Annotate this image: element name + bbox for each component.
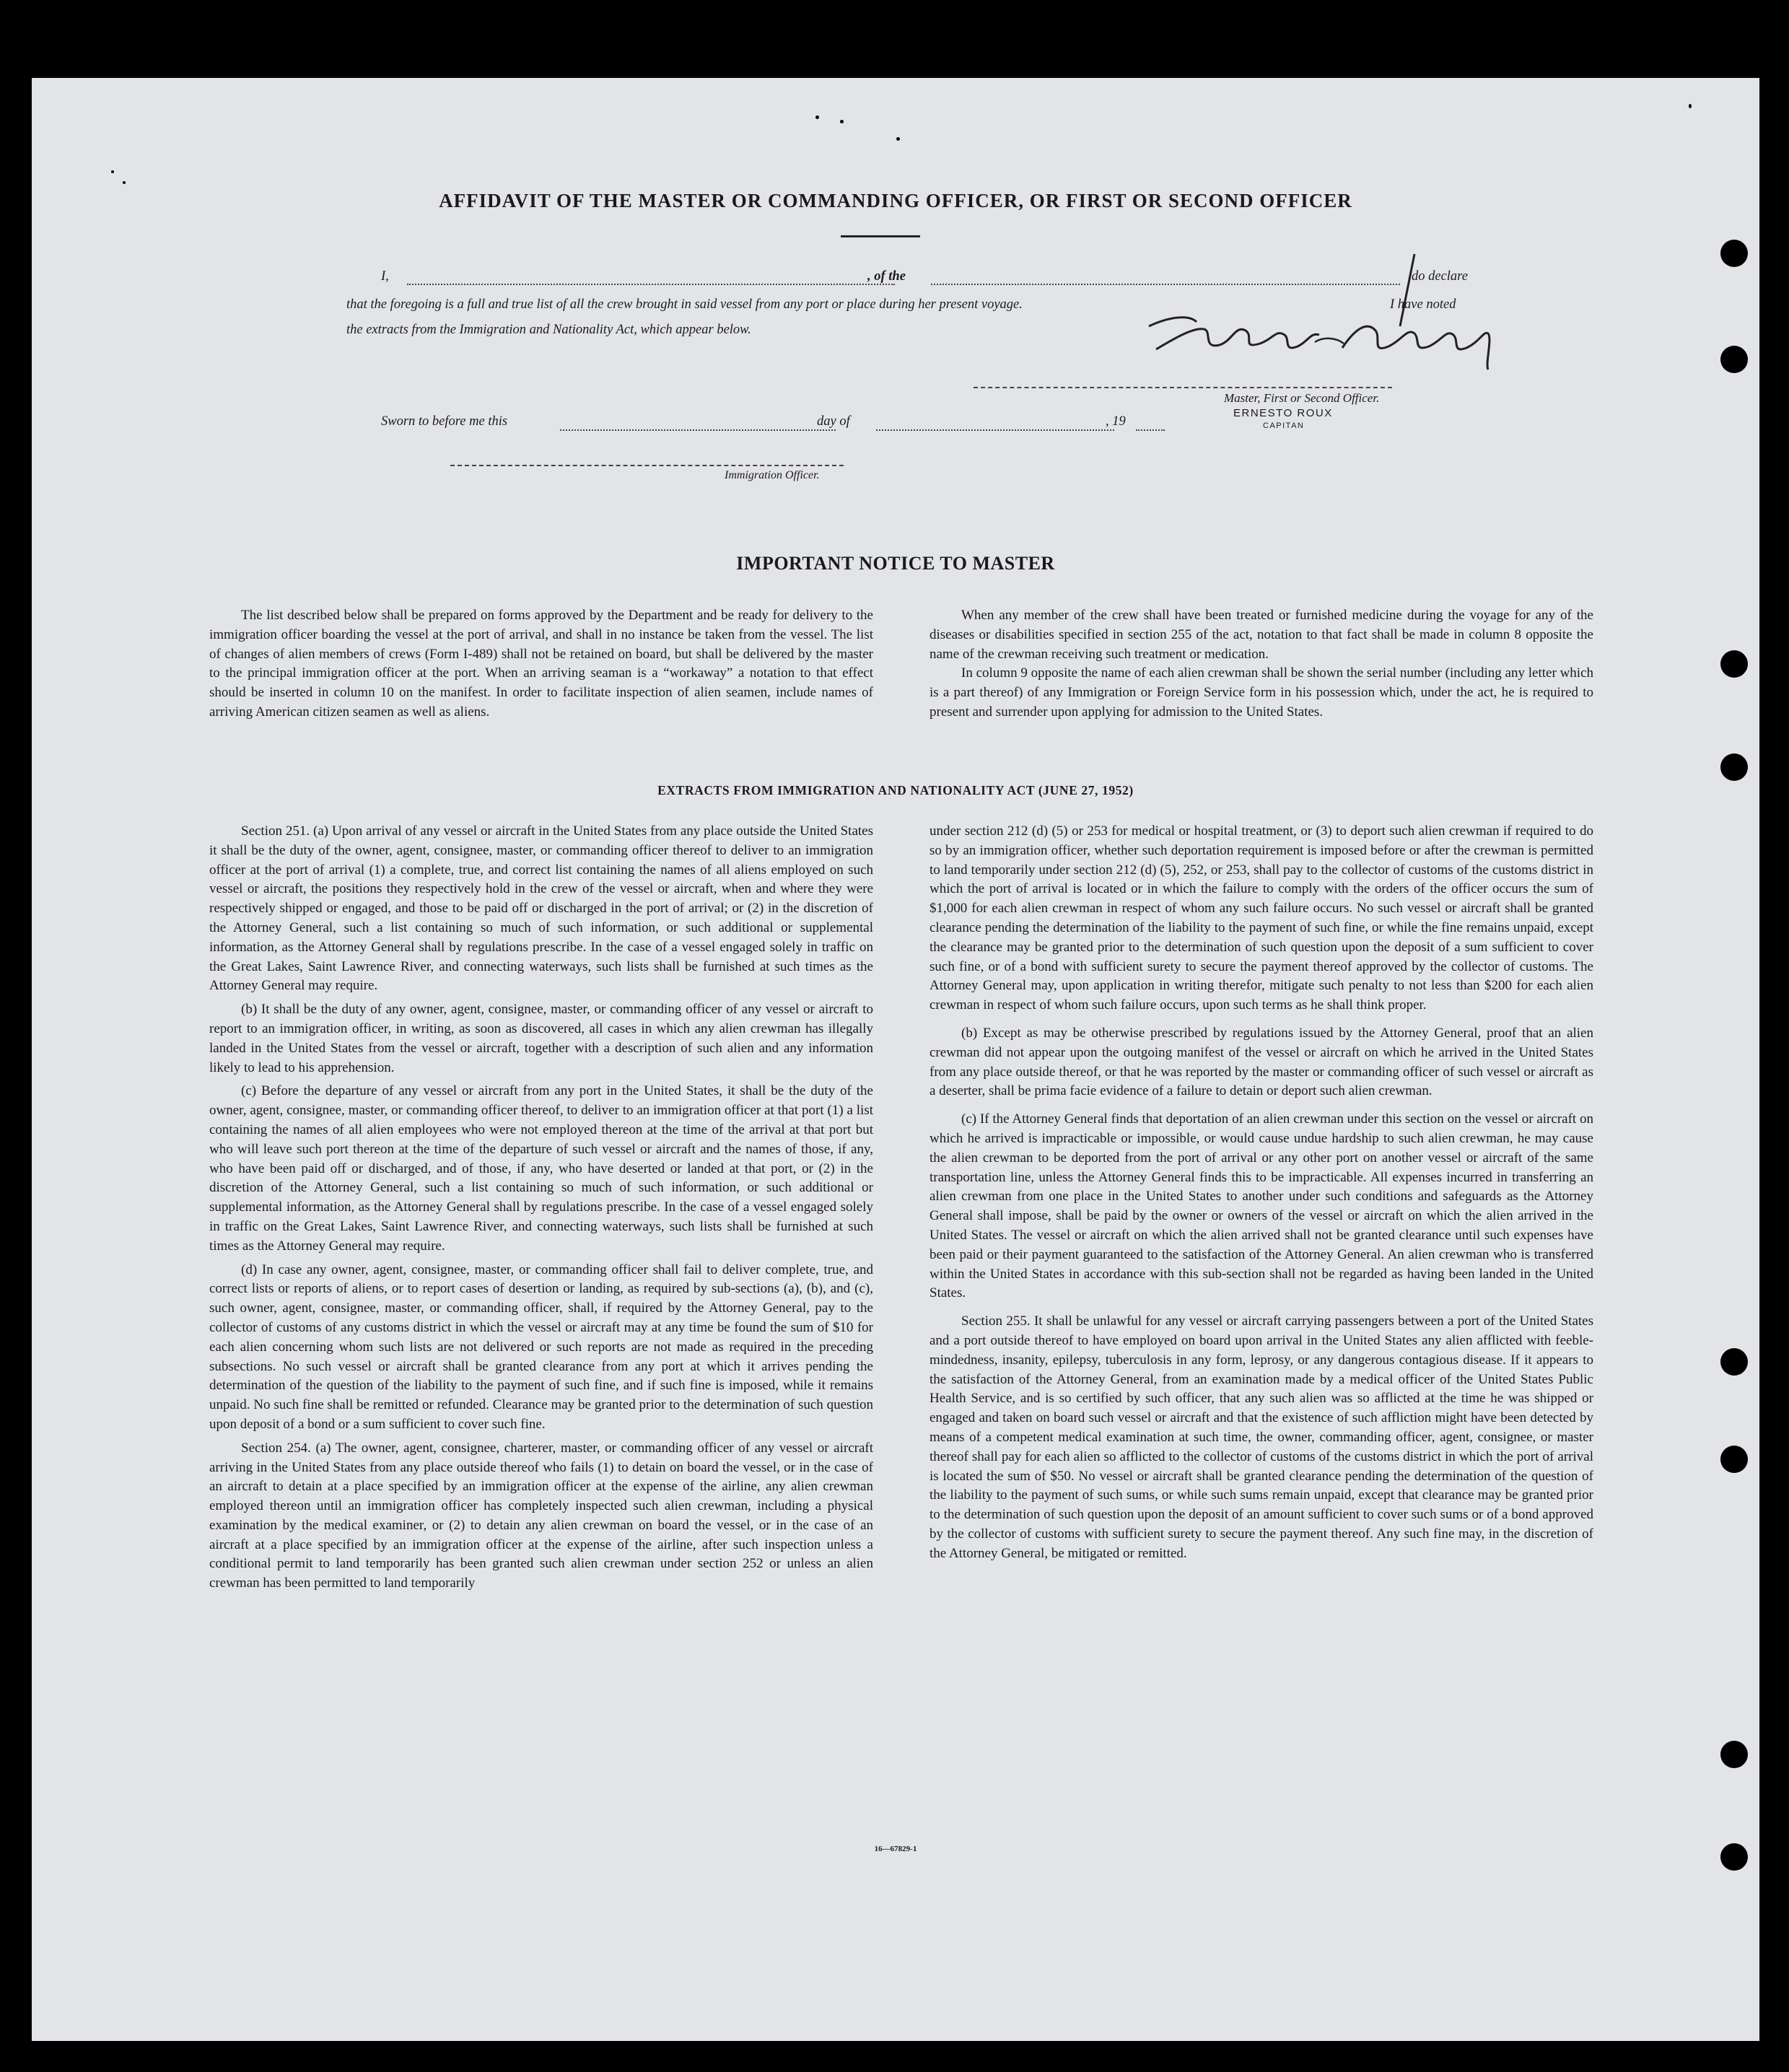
extract-paragraph: (d) In case any owner, agent, consignee, master, or commanding officer shall fail to deliver complete, true, and correct lists or reports of aliens, or to report cases of desertion or landing, as required by sub-sections (a), (b), and (c), such owner, agent, consignee, master, or commanding officer, shall, if required by the Attorney General, pay to the collector of customs of any customs district in which the vessel or aircraft may at any time be found the sum of $10 for each alien concerning whom such lists are not delivered or such reports are not made as required in the preceding subsections. No such vessel or aircraft shall be granted clearance from any port at which it arrives pending the determination of the question of the liability to the payment of such fine, and if such fine is imposed, while it remains unpaid. No such fine shall be remitted or refunded. Clearance may be granted prior to the determination of such question upon deposit of a bond or a sum sufficient to cover such fine. <box>209 1262 873 1432</box>
affidavit-noted: I have noted <box>1390 297 1456 312</box>
extract-paragraph: (b) It shall be the duty of any owner, agent, consignee, master, or commanding officer of any vessel or aircraft to report to an immigration officer, in writing, as soon as discovered, all cases in which any alien crewman has illegally landed in the United States from the vessel or aircraft, together with a description of such alien and any information likely to lead to his apprehension. <box>209 1002 873 1075</box>
speck <box>1689 104 1692 108</box>
year-text: , 19 <box>1106 414 1126 429</box>
signature <box>1127 241 1503 382</box>
day-of-text: day of <box>817 414 850 429</box>
form-number: 16—67829-1 <box>874 1845 917 1853</box>
speck <box>896 137 900 141</box>
notice-paragraph: In column 9 opposite the name of each alien crewman shall be shown the serial number (including any letter which is a part thereof) of any Immigration or Foreign Service form in his possession which, under the act, he is required to present and surrender upon applying for admission to the United States. <box>930 665 1593 720</box>
signer-label: Master, First or Second Officer. <box>1224 391 1380 405</box>
title-rule <box>841 235 920 237</box>
extracts-left-column <box>209 822 873 1598</box>
punch-hole <box>1720 346 1748 373</box>
sworn-blank <box>560 429 836 431</box>
extracts-right-column <box>930 822 1593 1568</box>
punch-hole <box>1720 240 1748 267</box>
stamp-title: CAPITAN <box>1263 421 1305 430</box>
speck <box>123 181 126 184</box>
notice-paragraph: When any member of the crew shall have been treated or furnished medicine during the voyage for any of the diseases or disabilities specified in section 255 of the act, notation to that fact shall be made in column 8 opposite the name of the crewman receiving such treatment or medication. <box>930 608 1593 662</box>
punch-hole <box>1720 1348 1748 1376</box>
notice-left-column <box>209 606 873 727</box>
form-page <box>32 78 1759 2041</box>
punch-hole <box>1720 753 1748 781</box>
extract-paragraph: (b) Except as may be otherwise prescribed by regulations issued by the Attorney General, proof that an alien crewman did not appear upon the outgoing manifest of the vessel or aircraft on which he arrived in the United States from any place outside thereof, or that he was reported by the master or commanding officer of such vessel or aircraft as a deserter, shall be prima facie evidence of a failure to detain or deport such alien crewman. <box>930 1025 1593 1099</box>
notice-paragraph: The list described below shall be prepared on forms approved by the Department and be ready for delivery to the immigration officer boarding the vessel at the port of arrival, and shall in no instance be taken from the vessel. The list of changes of alien members of crews (Form I-489) shall not be retained on board, but shall be delivered by the master to the principal immigration officer at the port. When an arriving seaman is a “workaway” a notation to that effect should be inserted in column 10 on the manifest. In order to facilitate inspection of alien seamen, include names of arriving American citizen seamen as well as aliens. <box>209 608 873 720</box>
extract-paragraph: under section 212 (d) (5) or 253 for medical or hospital treatment, or (3) to deport such alien crewman if required to do so by an immigration officer, whether such deportation requirement is imposed before or after the crewman is permitted to land temporarily under section 212 (d) (5), 252, or 253, shall pay to the collector of customs of the customs district in which the port of arrival is located or in which the failure to comply with the orders of the officer occurs the sum of $1,000 for each alien crewman in respect of whom any such failure occurs. No such vessel or aircraft shall be granted clearance pending the determination of the liability to the payment of such fine, or while the fine remains unpaid, except the clearance may be granted prior to the determination of such question upon the deposit of a sum sufficient to cover such fine, or of a bond with sufficient surety to secure the payment thereof approved by the collector of customs. The Attorney General may, upon application in writing therefor, mitigate such penalty to not less than $200 for each alien crewman in respect of whom such failure occurs, upon such terms as he shall think proper. <box>930 823 1593 1013</box>
affidavit-line3: the extracts from the Immigration and Nationality Act, which appear below. <box>346 323 751 337</box>
month-blank <box>876 429 1114 431</box>
affidavit-line2: that the foregoing is a full and true list of all the crew brought in said vessel from any port or place during her present voyage. <box>346 297 1023 312</box>
affidavit-i: I, <box>381 269 389 284</box>
officer-signature-line <box>450 465 844 466</box>
sworn-text: Sworn to before me this <box>381 414 508 429</box>
notice-right-column <box>930 606 1593 727</box>
affidavit-title: AFFIDAVIT OF THE MASTER OR COMMANDING OFFICER, OR FIRST OR SECOND OFFICER <box>439 190 1352 211</box>
extract-paragraph: (c) If the Attorney General finds that deportation of an alien crewman under this section on the vessel or aircraft on which he arrived is impracticable or impossible, or would cause undue hardship to such alien crewman, he may cause the alien crewman to be deported from the port of arrival or any other port on another vessel or aircraft of the same transportation line, unless the Attorney General finds this to be impracticable. All expenses incurred in transferring an alien crewman from one place in the United States to another under such conditions and safeguards as the Attorney General shall impose, shall be paid by the owner or owners of the vessel or aircraft on which the alien arrived in the United States. The vessel or aircraft on which the alien arrived shall not be granted clearance until such expenses have been paid or their payment guaranteed to the satisfaction of the Attorney General. An alien crewman who is transferred within the United States in accordance with this sub-section shall not be regarded as having been landed in the United States. <box>930 1111 1593 1301</box>
extract-paragraph: Section 251. (a) Upon arrival of any vessel or aircraft in the United States from any place outside the United States it shall be the duty of the owner, agent, consignee, master, or commanding officer thereof to deliver to an immigration officer at the port of arrival (1) a complete, true, and correct list containing the names of all aliens employed on such vessel or aircraft, the positions they respectively hold in the crew of the vessel or aircraft, when and where they were respectively shipped or engaged, and those to be paid off or discharged in the port of arrival; or (2) in the discretion of the Attorney General, such a list containing so much of such information, or such additional or supplemental information, as the Attorney General shall by regulations prescribe. In the case of a vessel engaged solely in traffic on the Great Lakes, Saint Lawrence River, and connecting waterways, such lists shall be furnished at such times as the Attorney General may require. <box>209 823 873 994</box>
name-blank <box>407 284 895 285</box>
stamp-name: ERNESTO ROUX <box>1233 407 1333 419</box>
punch-hole <box>1720 650 1748 678</box>
year-blank <box>1136 429 1165 431</box>
affidavit-declare: do declare <box>1412 269 1468 284</box>
extracts-title: EXTRACTS FROM IMMIGRATION AND NATIONALITY ACT (JUNE 27, 1952) <box>657 783 1134 797</box>
punch-hole <box>1720 1446 1748 1473</box>
speck <box>111 170 114 173</box>
extract-paragraph: Section 254. (a) The owner, agent, consignee, charterer, master, or commanding officer of any vessel or aircraft arriving in the United States from any place outside thereof who fails (1) to detain on board the vessel, or in the case of an aircraft to detain at a place specified by an immigration officer at the expense of the airline, any alien crewman employed thereon until an immigration officer has completely inspected such alien crewman, including a physical examination by the medical examiner, or (2) to detain any alien crewman on board the vessel, or in the case of an aircraft at a place specified by an immigration officer at the expense of the airline, after such inspection unless a conditional permit to land temporarily has been granted such alien crewman under section 252 or unless an alien crewman has been permitted to land temporarily <box>209 1440 873 1591</box>
speck <box>815 115 819 119</box>
punch-hole <box>1720 1741 1748 1768</box>
speck <box>840 120 844 123</box>
signature-line <box>974 387 1392 388</box>
officer-label: Immigration Officer. <box>725 469 820 481</box>
affidavit-of-the: , of the <box>867 269 906 284</box>
extract-paragraph: (c) Before the departure of any vessel or aircraft from any port in the United States, it shall be the duty of the owner, agent, consignee, master, or commanding officer thereof, to deliver to an immigration officer at that port (1) a list containing the names of all alien employees who were not employed thereon at the time of the arrival at that port but who will leave such port thereon at the time of the departure of such vessel or aircraft and the names of those, if any, who have been paid off or discharged, and of those, if any, who have deserted or landed at that port, or (2) in the discretion of the Attorney General, such a list containing so much of such information, or such additional or supplemental information, as the Attorney General shall by regulations prescribe. In the case of a vessel engaged solely in traffic on the Great Lakes, Saint Lawrence River, and connecting waterways, such lists shall be furnished at such times as the Attorney General may require. <box>209 1083 873 1254</box>
notice-title: IMPORTANT NOTICE TO MASTER <box>736 553 1055 574</box>
extract-paragraph: Section 255. It shall be unlawful for any vessel or aircraft carrying passengers between a port of the United States and a port outside thereof to have employed on board upon arrival in the United States any alien afflicted with feeble-mindedness, insanity, epilepsy, tuberculosis in any form, leprosy, or any dangerous contagious disease. If it appears to the satisfaction of the Attorney General, from an examination made by a medical officer of the United States Public Health Service, and is so certified by such officer, that any such alien was so afflicted at the time he was shipped or engaged and taken on board such vessel or aircraft and that the existence of such affliction might have been detected by means of a competent medical examination at such time, the owner, commanding officer, agent, consignee, or master thereof shall pay for each alien so afflicted to the collector of customs of the customs district in which the port of arrival is located the sum of $50. No vessel or aircraft shall be granted clearance pending the determination of the question of the liability to the payment of such sums, or while such sums remain unpaid, except that clearance may be granted prior to the determination of such question upon the deposit of an amount sufficient to cover such sums or of a bond approved by the collector of customs with sufficient surety to secure the payment thereof. Any such fine may, in the discretion of the Attorney General, be mitigated or remitted. <box>930 1313 1593 1561</box>
